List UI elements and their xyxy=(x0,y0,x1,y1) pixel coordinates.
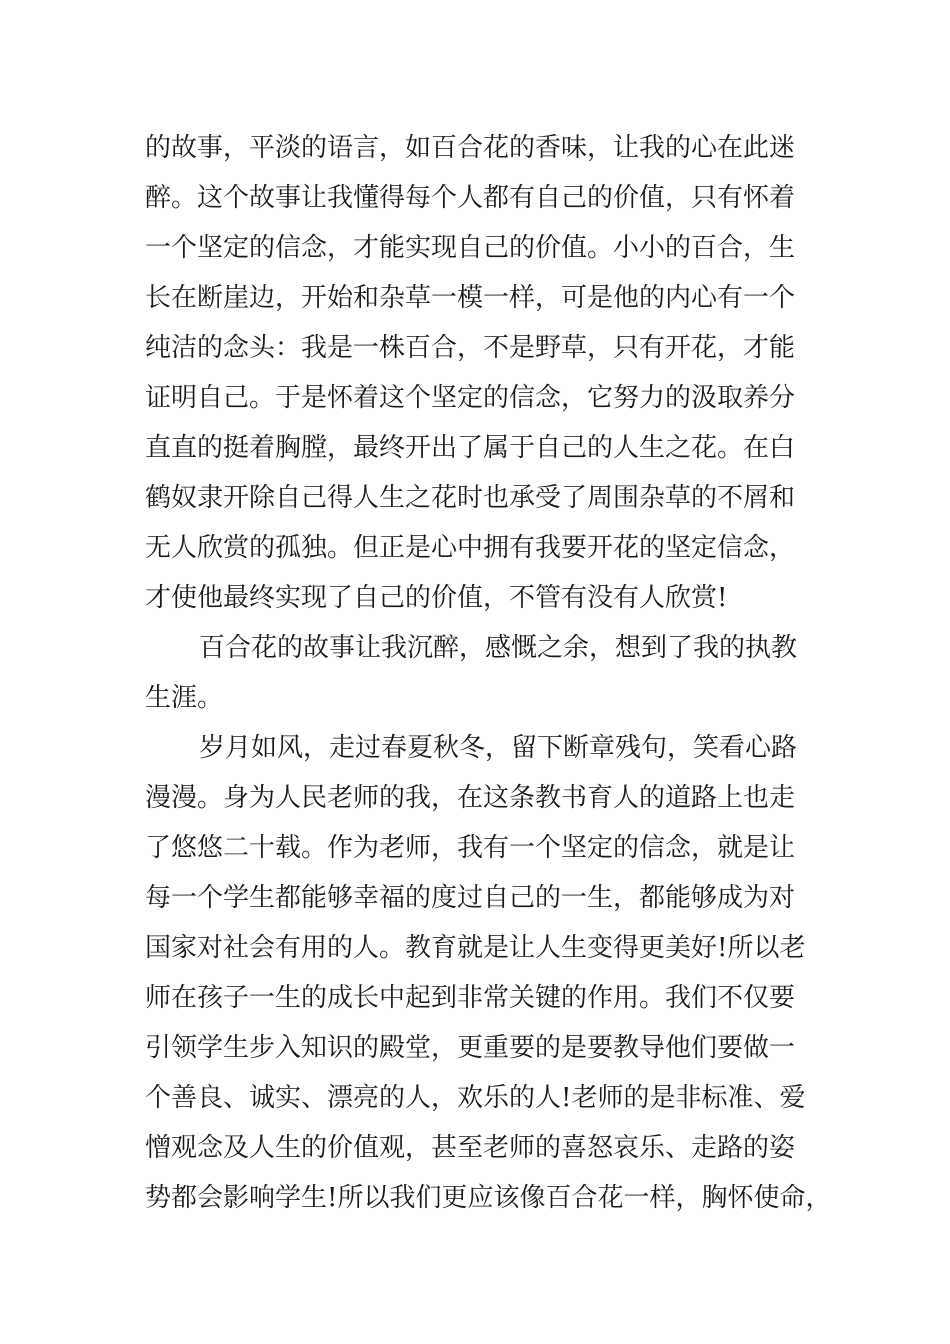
text-line: 势都会影响学生!所以我们更应该像百合花一样，胸怀使命， xyxy=(145,1183,832,1213)
text-line: 生涯。 xyxy=(145,683,224,713)
text-line: 每一个学生都能够幸福的度过自己的一生，都能够成为对 xyxy=(145,883,796,913)
text-line: 师在孩子一生的成长中起到非常关键的作用。我们不仅要 xyxy=(145,983,796,1013)
text-line: 无人欣赏的孤独。但正是心中拥有我要开花的坚定信念， xyxy=(145,533,796,563)
text-line: 憎观念及人生的价值观，甚至老师的喜怒哀乐、走路的姿 xyxy=(145,1133,796,1163)
body-text xyxy=(145,123,832,1223)
text-line: 才使他最终实现了自己的价值，不管有没有人欣赏! xyxy=(145,583,728,613)
text-line: 纯洁的念头：我是一株百合，不是野草，只有开花，才能 xyxy=(145,333,796,363)
text-line: 一个坚定的信念，才能实现自己的价值。小小的百合，生 xyxy=(145,233,796,263)
paragraph-start-line: 岁月如风，走过春夏秋冬，留下断章残句，笑看心路 xyxy=(199,733,798,763)
paragraph-start-line: 百合花的故事让我沉醉，感慨之余，想到了我的执教 xyxy=(199,633,798,663)
text-line: 长在断崖边，开始和杂草一模一样，可是他的内心有一个 xyxy=(145,283,796,313)
text-line: 漫漫。身为人民老师的我，在这条教书育人的道路上也走 xyxy=(145,783,796,813)
text-line: 的故事，平淡的语言，如百合花的香味，让我的心在此迷 xyxy=(145,133,796,163)
text-line: 直直的挺着胸膛，最终开出了属于自己的人生之花。在白 xyxy=(145,433,796,463)
text-line: 引领学生步入知识的殿堂，更重要的是要教导他们要做一 xyxy=(145,1033,796,1063)
text-line: 了悠悠二十载。作为老师，我有一个坚定的信念，就是让 xyxy=(145,833,796,863)
text-line: 个善良、诚实、漂亮的人，欢乐的人!老师的是非标准、爱 xyxy=(145,1083,806,1113)
text-line: 证明自己。于是怀着这个坚定的信念，它努力的汲取养分 xyxy=(145,383,796,413)
text-line: 鹤奴隶开除自己得人生之花时也承受了周围杂草的不屑和 xyxy=(145,483,796,513)
text-line: 醉。这个故事让我懂得每个人都有自己的价值，只有怀着 xyxy=(145,183,796,213)
text-line: 国家对社会有用的人。教育就是让人生变得更美好!所以老 xyxy=(145,933,806,963)
